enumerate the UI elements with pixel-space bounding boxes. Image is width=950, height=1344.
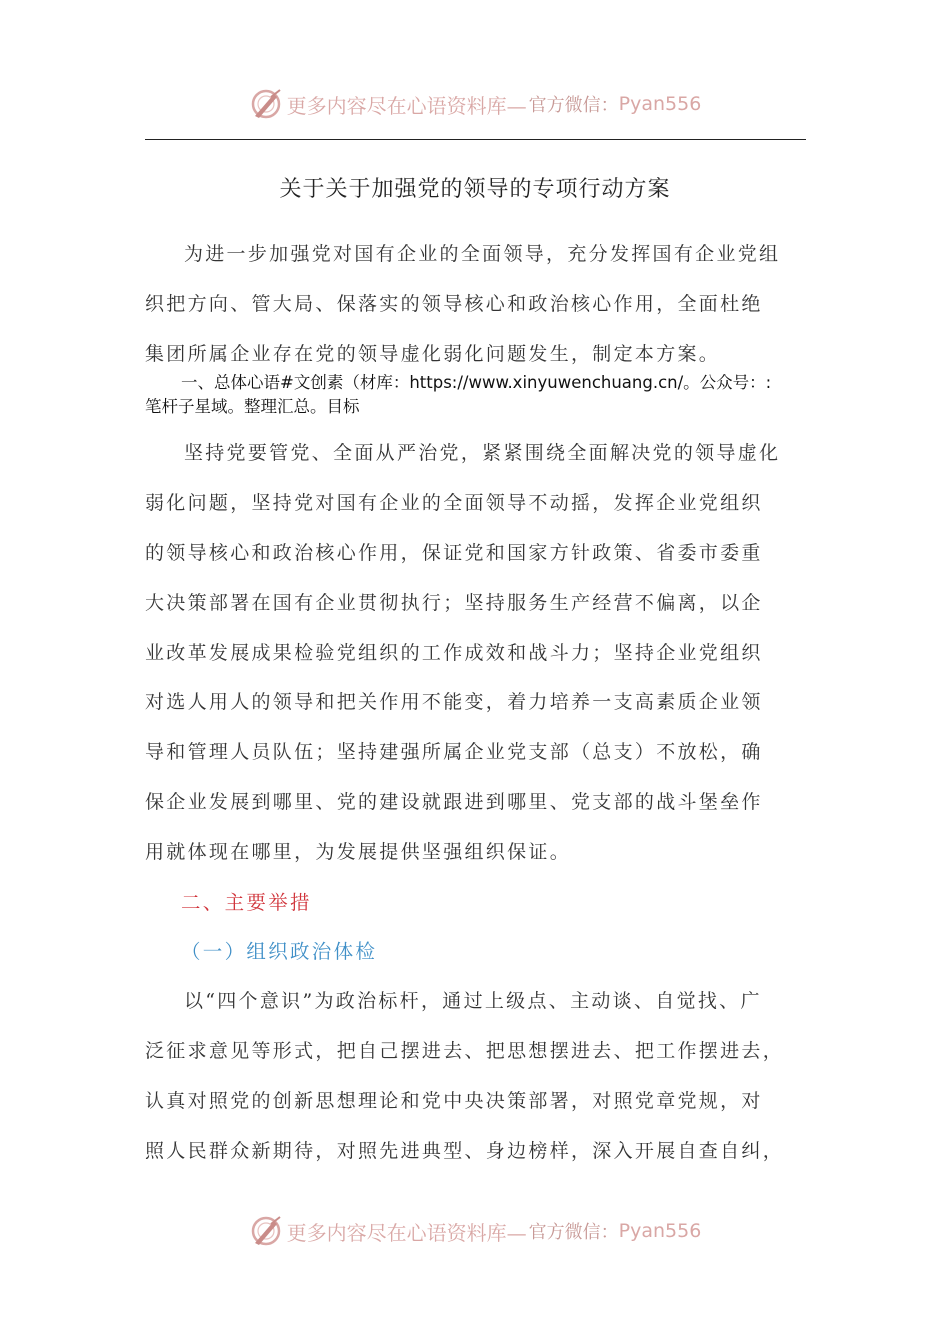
text-line: 弱化问题，坚持党对国有企业的全面领导不动摇，发挥企业党组织 xyxy=(145,492,763,515)
watermark-wechat-label: 官方微信： xyxy=(528,95,619,116)
text-line: 保企业发展到哪里、党的建设就跟进到哪里、党支部的战斗堡垒作 xyxy=(145,790,763,813)
text-line: 为进一步加强党对国有企业的全面领导，充分发挥国有企业党组 xyxy=(183,243,781,265)
watermark-text: 更多内容尽在心语资料库— xyxy=(286,93,527,118)
text-line: 织把方向、管大局、保落实的领导核心和政治核心作用，全面杜绝 xyxy=(145,292,763,315)
pen-logo-icon xyxy=(249,1214,283,1248)
subsection1-paragraph xyxy=(145,977,810,1176)
section1-paragraph xyxy=(145,429,810,877)
text-line: 的领导核心和政治核心作用，保证党和国家方针政策、省委市委重 xyxy=(145,541,763,564)
document-body xyxy=(145,230,810,1176)
text-line: 用就体现在哪里，为发展提供坚强组织保证。 xyxy=(145,840,572,863)
text-line: 以“四个意识”为政治标杆，通过上级点、主动谈、自觉找、广 xyxy=(183,990,762,1013)
text-line: 坚持党要管党、全面从严治党，紧紧围绕全面解决党的领导虚化 xyxy=(183,442,781,465)
text-line: 一、总体心语#文创素（材库：https://www.xinyuwenchuang.cn/。公众号：: xyxy=(181,373,772,393)
text-line: 业改革发展成果检验党组织的工作成效和战斗力；坚持企业党组织 xyxy=(145,641,763,664)
watermark-text: 更多内容尽在心语资料库— xyxy=(286,1220,527,1245)
text-line: 泛征求意见等形式，把自己摆进去、把思想摆进去、把工作摆进去， xyxy=(145,1039,785,1062)
intro-paragraph xyxy=(145,230,810,379)
text-line: 笔杆子星域。整理汇总。目标 xyxy=(145,397,360,417)
document-title: 关于关于加强党的领导的专项行动方案 xyxy=(279,177,671,202)
header-rule xyxy=(145,139,806,140)
text-line: 大决策部署在国有企业贯彻执行；坚持服务生产经营不偏离，以企 xyxy=(145,591,763,614)
pen-logo-icon xyxy=(249,87,283,121)
watermark-wechat-label: 官方微信： xyxy=(528,1222,619,1243)
subsection1-heading: （一）组织政治体检 xyxy=(181,940,378,964)
text-line: 集团所属企业存在党的领导虚化弱化问题发生，制定本方案。 xyxy=(145,342,721,365)
text-line: 导和管理人员队伍；坚持建强所属企业党支部（总支）不放松，确 xyxy=(145,741,763,764)
text-line: 认真对照党的创新思想理论和党中央决策部署，对照党章党规，对 xyxy=(145,1089,763,1112)
text-line: 对选人用人的领导和把关作用不能变，着力培养一支高素质企业领 xyxy=(145,691,763,714)
watermark-wechat-id: Pyan556 xyxy=(618,93,702,115)
section1-heading xyxy=(145,371,810,419)
top-watermark-banner xyxy=(0,84,950,124)
section2-heading: 二、主要举措 xyxy=(181,890,312,914)
text-line: 照人民群众新期待，对照先进典型、身边榜样，深入开展自查自纠， xyxy=(145,1139,785,1162)
watermark-wechat-id: Pyan556 xyxy=(618,1220,702,1242)
bottom-watermark-banner xyxy=(0,1211,950,1251)
